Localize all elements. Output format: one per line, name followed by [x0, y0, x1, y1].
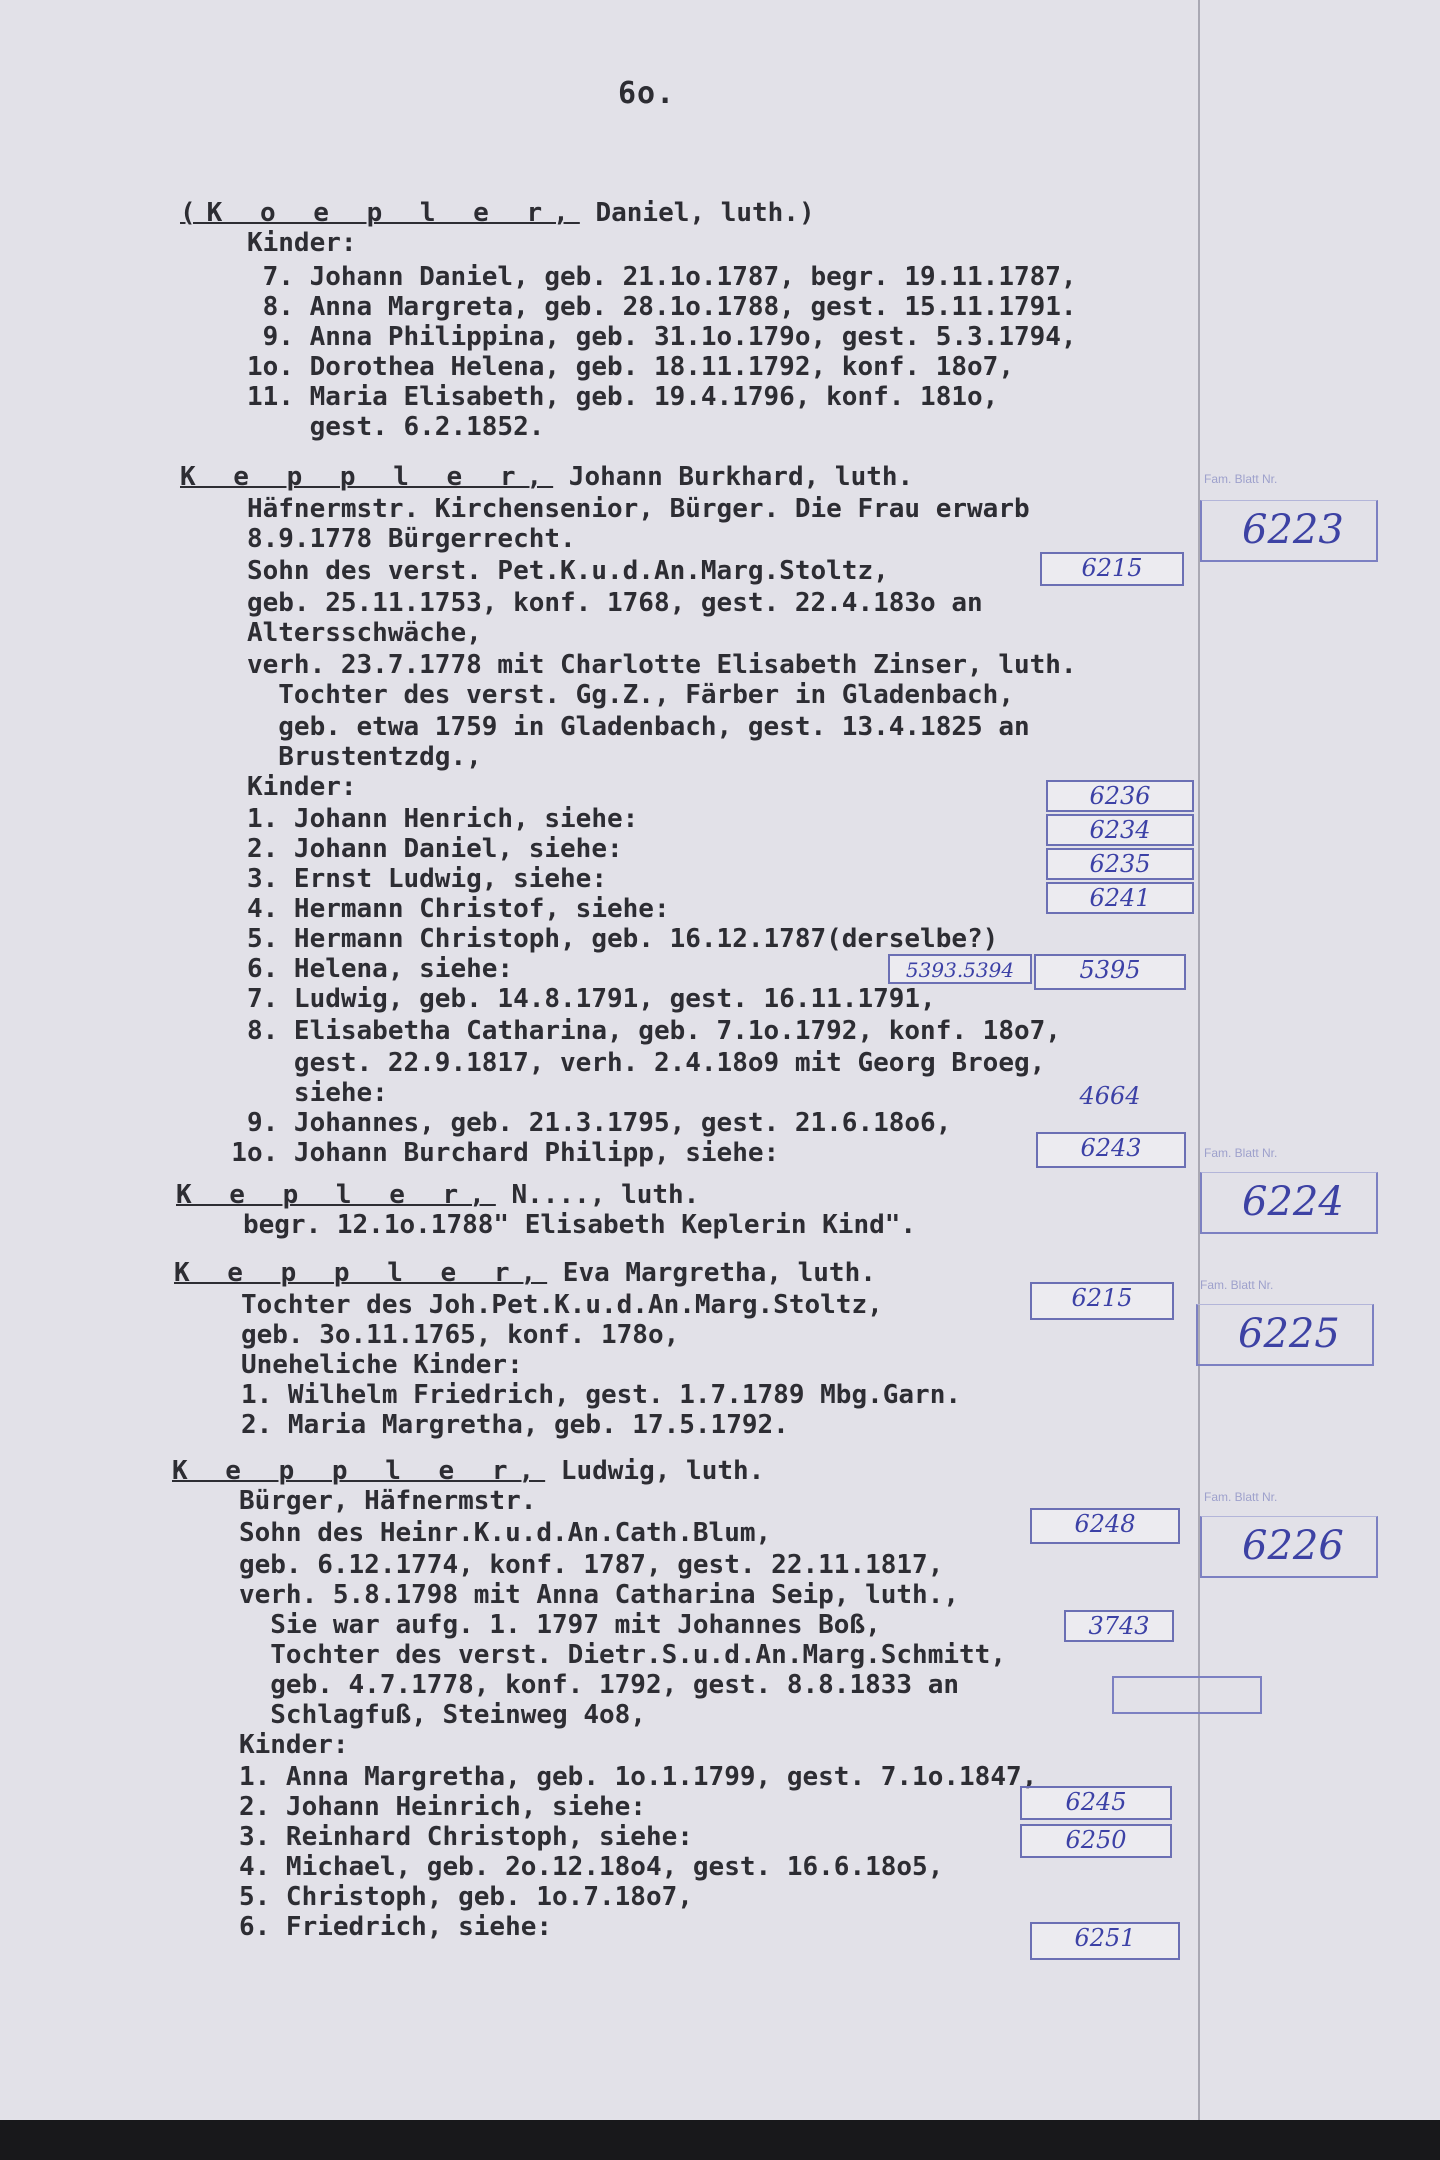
entry-line: 8. Anna Margreta, geb. 28.1o.1788, gest. 15.11.1791. — [200, 292, 1077, 322]
entry-line: 5. Hermann Christoph, geb. 16.12.1787(derselbe?) — [200, 924, 999, 954]
entry-line: Sohn des verst. Pet.K.u.d.An.Marg.Stoltz, — [200, 556, 889, 586]
family-sheet-number: 6223 — [1242, 507, 1344, 553]
entry-line: 4. Hermann Christof, siehe: — [200, 894, 670, 924]
entry-line: 1o. Johann Burchard Philipp, siehe: — [200, 1138, 780, 1168]
entry-line: 6. Helena, siehe: — [200, 954, 514, 984]
entry-line: 11. Maria Elisabeth, geb. 19.4.1796, konf. 181o, — [200, 382, 999, 412]
entry-line: gest. 6.2.1852. — [200, 412, 545, 442]
family-sheet-number: 6226 — [1242, 1523, 1344, 1569]
entry-line: 2. Maria Margretha, geb. 17.5.1792. — [194, 1410, 789, 1440]
entry-heading: K e p p l e r, Johann Burkhard, luth. — [180, 462, 914, 492]
handwritten-ref: 6215 — [1040, 552, 1184, 586]
entry-line: gest. 22.9.1817, verh. 2.4.18o9 mit Georg Broeg, — [200, 1048, 1046, 1078]
family-sheet-card — [1196, 1304, 1374, 1366]
handwritten-ref: 4664 — [1079, 1082, 1141, 1110]
handwritten-ref: 6241 — [1046, 882, 1194, 914]
entry-line: Tochter des verst. Gg.Z., Färber in Gladenbach, — [200, 680, 1014, 710]
handwritten-ref: 5395 — [1034, 954, 1186, 990]
page-number: 6o. — [618, 76, 676, 111]
entry-line: Kinder: — [192, 1730, 349, 1760]
entry-line: 6. Friedrich, siehe: — [192, 1912, 553, 1942]
fam-card-label: Fam. Blatt Nr. — [1204, 1490, 1278, 1504]
entry-line: 1o. Dorothea Helena, geb. 18.11.1792, konf. 18o7, — [200, 352, 1014, 382]
entry-line: Kinder: — [200, 772, 357, 802]
family-sheet-number: 6225 — [1238, 1311, 1340, 1357]
entry-line: Bürger, Häfnermstr. — [192, 1486, 537, 1516]
entry-line: siehe: — [200, 1078, 388, 1108]
entry-line: Tochter des verst. Dietr.S.u.d.An.Marg.Schmitt, — [192, 1640, 1006, 1670]
entry-heading: K e p p l e r, Eva Margretha, luth. — [174, 1258, 876, 1288]
handwritten-ref: 3743 — [1064, 1610, 1174, 1642]
handwritten-ref: 6245 — [1020, 1786, 1172, 1820]
entry-line: 5. Christoph, geb. 1o.7.18o7, — [192, 1882, 693, 1912]
scan-bottom-edge — [0, 2120, 1440, 2160]
handwritten-ref: 6234 — [1046, 814, 1194, 846]
family-sheet-number: 6224 — [1242, 1179, 1344, 1225]
entry-heading: K e p p l e r, Ludwig, luth. — [172, 1456, 765, 1486]
entry-line: 8. Elisabetha Catharina, geb. 7.1o.1792, konf. 18o7, — [200, 1016, 1061, 1046]
entry-line: 1. Johann Henrich, siehe: — [200, 804, 639, 834]
entry-line: Sie war aufg. 1. 1797 mit Johannes Boß, — [192, 1610, 881, 1640]
entry-line: 2. Johann Daniel, siehe: — [200, 834, 623, 864]
entry-line: 9. Anna Philippina, geb. 31.1o.179o, gest. 5.3.1794, — [200, 322, 1077, 352]
entry-line: 1. Anna Margretha, geb. 1o.1.1799, gest. 7.1o.1847, — [192, 1762, 1038, 1792]
handwritten-ref: 5393.5394 — [888, 954, 1032, 984]
entry-line: 3. Ernst Ludwig, siehe: — [200, 864, 607, 894]
entry-line: 8.9.1778 Bürgerrecht. — [200, 524, 576, 554]
entry-line: geb. etwa 1759 in Gladenbach, gest. 13.4.1825 an — [200, 712, 1030, 742]
family-sheet-card — [1200, 1516, 1378, 1578]
entry-line: verh. 5.8.1798 mit Anna Catharina Seip, luth., — [192, 1580, 960, 1610]
handwritten-ref: 6215 — [1030, 1282, 1174, 1320]
entry-line: geb. 3o.11.1765, konf. 178o, — [194, 1320, 680, 1350]
entry-line: geb. 6.12.1774, konf. 1787, gest. 22.11.1817, — [192, 1550, 944, 1580]
entry-line: 3. Reinhard Christoph, siehe: — [192, 1822, 693, 1852]
entry-line: 7. Ludwig, geb. 14.8.1791, gest. 16.11.1791, — [200, 984, 936, 1014]
margin-rule — [1198, 0, 1200, 2120]
handwritten-ref: 6250 — [1020, 1824, 1172, 1858]
entry-line: Schlagfuß, Steinweg 4o8, — [192, 1700, 646, 1730]
fam-card-label: Fam. Blatt Nr. — [1204, 1146, 1278, 1160]
entry-line: geb. 4.7.1778, konf. 1792, gest. 8.8.1833 an — [192, 1670, 960, 1700]
entry-line: Brustentzdg., — [200, 742, 482, 772]
entry-line: Kinder: — [200, 228, 357, 258]
family-sheet-card — [1200, 1172, 1378, 1234]
entry-line: verh. 23.7.1778 mit Charlotte Elisabeth Zinser, luth. — [200, 650, 1077, 680]
family-sheet-card — [1200, 500, 1378, 562]
empty-ref-box — [1112, 1676, 1262, 1714]
entry-line: Häfnermstr. Kirchensenior, Bürger. Die Frau erwarb — [200, 494, 1030, 524]
fam-card-label: Fam. Blatt Nr. — [1204, 472, 1278, 486]
entry-line: 9. Johannes, geb. 21.3.1795, gest. 21.6.18o6, — [200, 1108, 952, 1138]
entry-line: Altersschwäche, — [200, 618, 482, 648]
entry-heading: K e p l e r, N...., luth. — [176, 1180, 700, 1210]
entry-line: 4. Michael, geb. 2o.12.18o4, gest. 16.6.18o5, — [192, 1852, 944, 1882]
handwritten-ref: 6235 — [1046, 848, 1194, 880]
entry-line: 2. Johann Heinrich, siehe: — [192, 1792, 646, 1822]
entry-line: geb. 25.11.1753, konf. 1768, gest. 22.4.183o an — [200, 588, 983, 618]
handwritten-ref: 6251 — [1030, 1922, 1180, 1960]
entry-line: 1. Wilhelm Friedrich, gest. 1.7.1789 Mbg.Garn. — [194, 1380, 962, 1410]
entry-line: 7. Johann Daniel, geb. 21.1o.1787, begr. 19.11.1787, — [200, 262, 1077, 292]
handwritten-ref: 6236 — [1046, 780, 1194, 812]
entry-line: Uneheliche Kinder: — [194, 1350, 523, 1380]
fam-card-label: Fam. Blatt Nr. — [1200, 1278, 1274, 1292]
entry-line: begr. 12.1o.1788" Elisabeth Keplerin Kind". — [196, 1210, 917, 1240]
entry-line: Tochter des Joh.Pet.K.u.d.An.Marg.Stoltz, — [194, 1290, 883, 1320]
handwritten-ref: 6248 — [1030, 1508, 1180, 1544]
handwritten-ref: 6243 — [1036, 1132, 1186, 1168]
entry-line: Sohn des Heinr.K.u.d.An.Cath.Blum, — [192, 1518, 772, 1548]
entry-heading: (K o e p l e r, Daniel, luth.) — [180, 198, 815, 228]
